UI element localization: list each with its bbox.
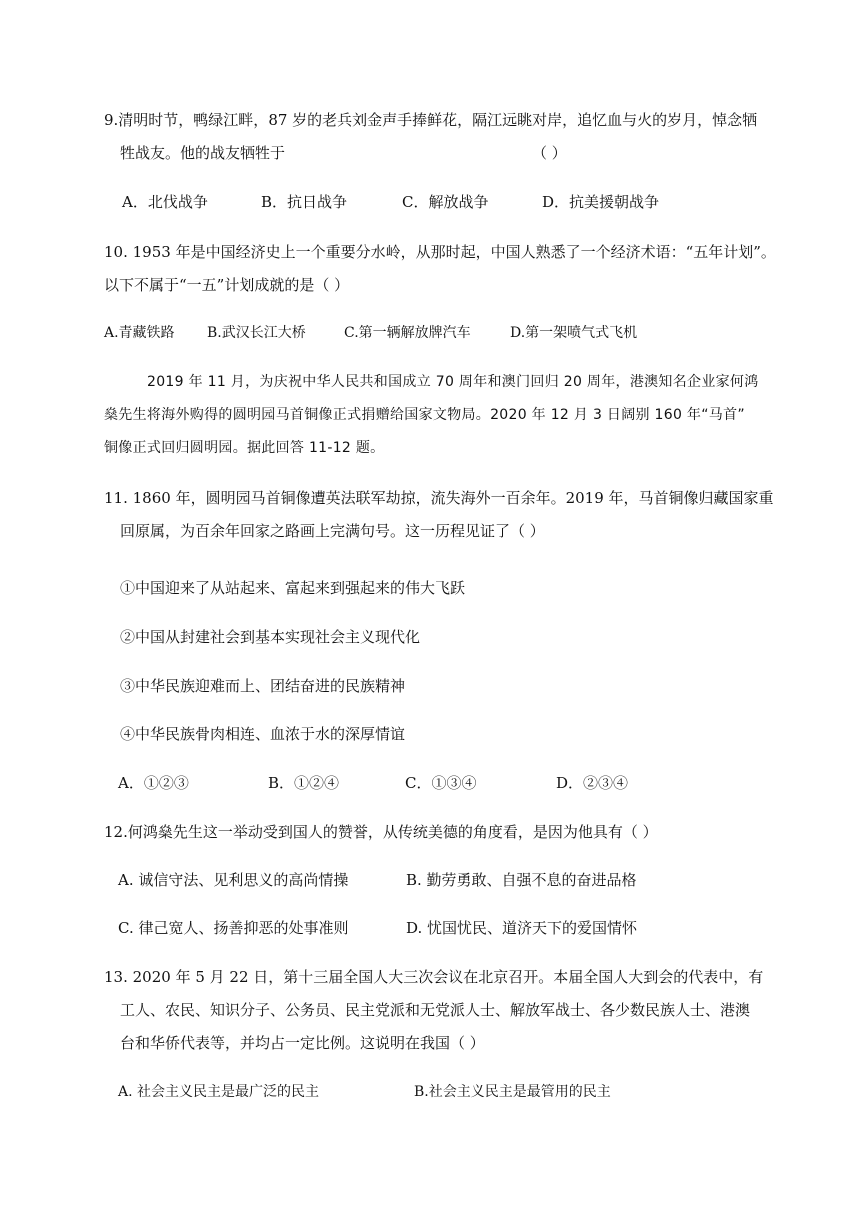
q12-line-1: 12.何鸿燊先生这一举动受到国人的赞誉，从传统美德的角度看，是因为他具有（ ）: [104, 823, 658, 841]
q10-option-b: B.武汉长江大桥: [207, 325, 306, 341]
q12-option-d: D. 忧国忧民、道济天下的爱国情怀: [406, 919, 638, 937]
q11-line-2: 回原属，为百余年回家之路画上完满句号。这一历程见证了（ ）: [120, 522, 545, 540]
q11-item-2: ②中国从封建社会到基本实现社会主义现代化: [120, 628, 421, 646]
q11-option-d: D．②③④: [556, 774, 629, 792]
q9-option-a: A．北伐战争: [122, 193, 208, 211]
q13-line-2: 工人、农民、知识分子、公务员、民主党派和无党派人士、解放军战士、各少数民族人士、港澳: [120, 1001, 751, 1019]
q9-option-d: D．抗美援朝战争: [542, 193, 660, 211]
q12-option-a: A. 诚信守法、见利思义的高尚情操: [118, 871, 349, 889]
q10-option-d: D.第一架喷气式飞机: [510, 325, 638, 341]
q11-line-1: 11. 1860 年，圆明园马首铜像遭英法联军劫掠，流失海外一百余年。2019 年，马首铜像归藏国家重: [104, 489, 774, 507]
q10-line-1: 10. 1953 年是中国经济史上一个重要分水岭，从那时起，中国人熟悉了一个经济术语：“五年计划”。: [104, 243, 776, 261]
q9-option-c: C．解放战争: [402, 193, 489, 211]
q11-option-c: C．①③④: [405, 774, 477, 792]
material-line-3: 铜像正式回归圆明园。据此回答 11-12 题。: [104, 440, 385, 456]
q13-option-b: B.社会主义民主是最管用的民主: [414, 1084, 611, 1100]
q13-line-1: 13. 2020 年 5 月 22 日，第十三届全国人大三次会议在北京召开。本届全国人大到会的代表中，有: [104, 968, 764, 986]
q11-option-b: B．①②④: [268, 774, 340, 792]
q11-item-1: ①中国迎来了从站起来、富起来到强起来的伟大飞跃: [120, 579, 466, 597]
q12-option-b: B. 勤劳勇敢、自强不息的奋进品格: [406, 871, 637, 889]
material-line-2: 燊先生将海外购得的圆明园马首铜像正式捐赠给国家文物局。2020 年 12 月 3 日阔别 160 年“马首”: [104, 407, 745, 423]
q9-answer-paren: （ ）: [532, 144, 567, 162]
q11-item-3: ③中华民族迎难而上、团结奋进的民族精神: [120, 677, 406, 695]
q9-line-2: 牲战友。他的战友牺牲于: [120, 144, 286, 162]
q13-line-3: 台和华侨代表等，并均占一定比例。这说明在我国（ ）: [120, 1034, 485, 1052]
material-line-1: 2019 年 11 月，为庆祝中华人民共和国成立 70 周年和澳门回归 20 周年，港澳知名企业家何鸿: [147, 374, 759, 390]
q11-option-a: A．①②③: [118, 774, 189, 792]
q10-option-c: C.第一辆解放牌汽车: [344, 325, 471, 341]
q9-line-1: 9.清明时节，鸭绿江畔，87 岁的老兵刘金声手捧鲜花，隔江远眺对岸，追忆血与火的岁月，悼念牺: [104, 111, 758, 129]
q11-item-4: ④中华民族骨肉相连、血浓于水的深厚情谊: [120, 725, 406, 743]
q13-option-a: A. 社会主义民主是最广泛的民主: [118, 1084, 320, 1100]
q12-option-c: C. 律己宽人、扬善抑恶的处事准则: [118, 919, 349, 937]
q10-line-2: 以下不属于“一五”计划成就的是（ ）: [104, 276, 350, 294]
q10-option-a: A.青藏铁路: [104, 325, 175, 341]
q9-option-b: B．抗日战争: [261, 193, 348, 211]
